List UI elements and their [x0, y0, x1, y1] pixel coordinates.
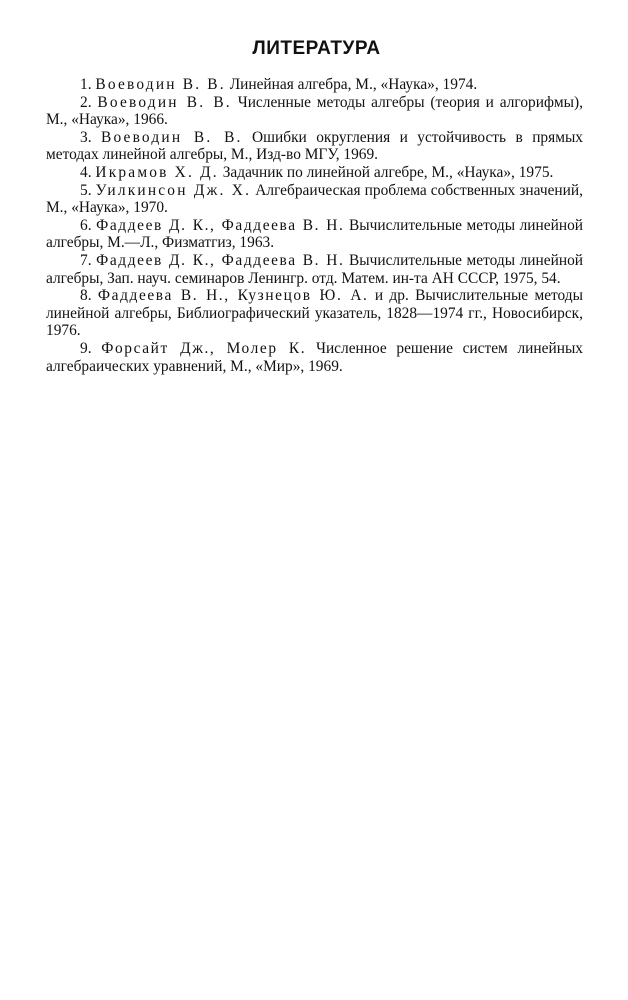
reference-item: [46, 182, 583, 217]
reference-authors: Фаддеев Д. К., Фаддеева В. Н.: [96, 216, 345, 234]
reference-number: 7.: [80, 251, 92, 269]
reference-text: Ошибки округления и устойчивость в прямых методах линейной алгебры, М., Изд-во МГУ, 1969.: [46, 128, 583, 164]
reference-text: Алгебраическая проблема собственных значений, М., «Наука», 1970.: [46, 181, 583, 217]
reference-text: Численное решение систем линейных алгебраических уравнений, М., «Мир», 1969.: [46, 339, 583, 375]
reference-authors: Форсайт Дж., Молер К.: [101, 339, 307, 357]
reference-number: 8.: [80, 287, 92, 305]
reference-text: Численные методы алгебры (теория и алгорифмы), М., «Наука», 1966.: [46, 93, 583, 129]
reference-item: [46, 76, 583, 94]
reference-authors: Фаддеева В. Н., Кузнецов Ю. А.: [97, 287, 369, 305]
reference-authors: Уилкинсон Дж. Х.: [95, 181, 252, 199]
reference-text: Вычислительные методы линейной алгебры, Зап. науч. семинаров Ленингр. отд. Матем. ин-та АН СССР, 1975, 54.: [46, 251, 583, 287]
reference-item: [46, 164, 583, 182]
reference-number: 1.: [80, 76, 92, 93]
reference-number: 6.: [80, 216, 92, 234]
reference-number: 9.: [80, 339, 92, 357]
reference-item: [46, 94, 583, 129]
reference-text: Линейная алгебра, М., «Наука», 1974.: [229, 76, 478, 93]
reference-text: и др. Вычислительные методы линейной алгебры, Библиографический указатель, 1828—1974 гг., Новосибирск, 1976.: [46, 287, 583, 340]
reference-item: [46, 252, 583, 287]
reference-text: Задачник по линейной алгебре, М., «Наука», 1975.: [222, 163, 554, 181]
reference-authors: Фаддеев Д. К., Фаддеева В. Н.: [96, 251, 345, 269]
reference-authors: Воеводин В. В.: [100, 128, 243, 146]
page-title: ЛИТЕРАТУРА: [252, 38, 381, 59]
reference-authors: Икрамов Х. Д.: [95, 163, 219, 181]
page: [46, 38, 583, 375]
reference-item: [46, 129, 583, 164]
reference-authors: Воеводин В. В.: [95, 76, 226, 93]
reference-item: [46, 287, 583, 340]
reference-number: 5.: [80, 181, 92, 199]
reference-number: 3.: [80, 128, 92, 146]
reference-item: [46, 217, 583, 252]
reference-number: 2.: [80, 93, 92, 111]
reference-list: [46, 76, 583, 375]
reference-item: [46, 340, 583, 375]
reference-text: Вычислительные методы линейной алгебры, М.—Л., Физматгиз, 1963.: [46, 216, 583, 252]
reference-authors: Воеводин В. В.: [97, 93, 232, 111]
reference-number: 4.: [80, 163, 92, 181]
